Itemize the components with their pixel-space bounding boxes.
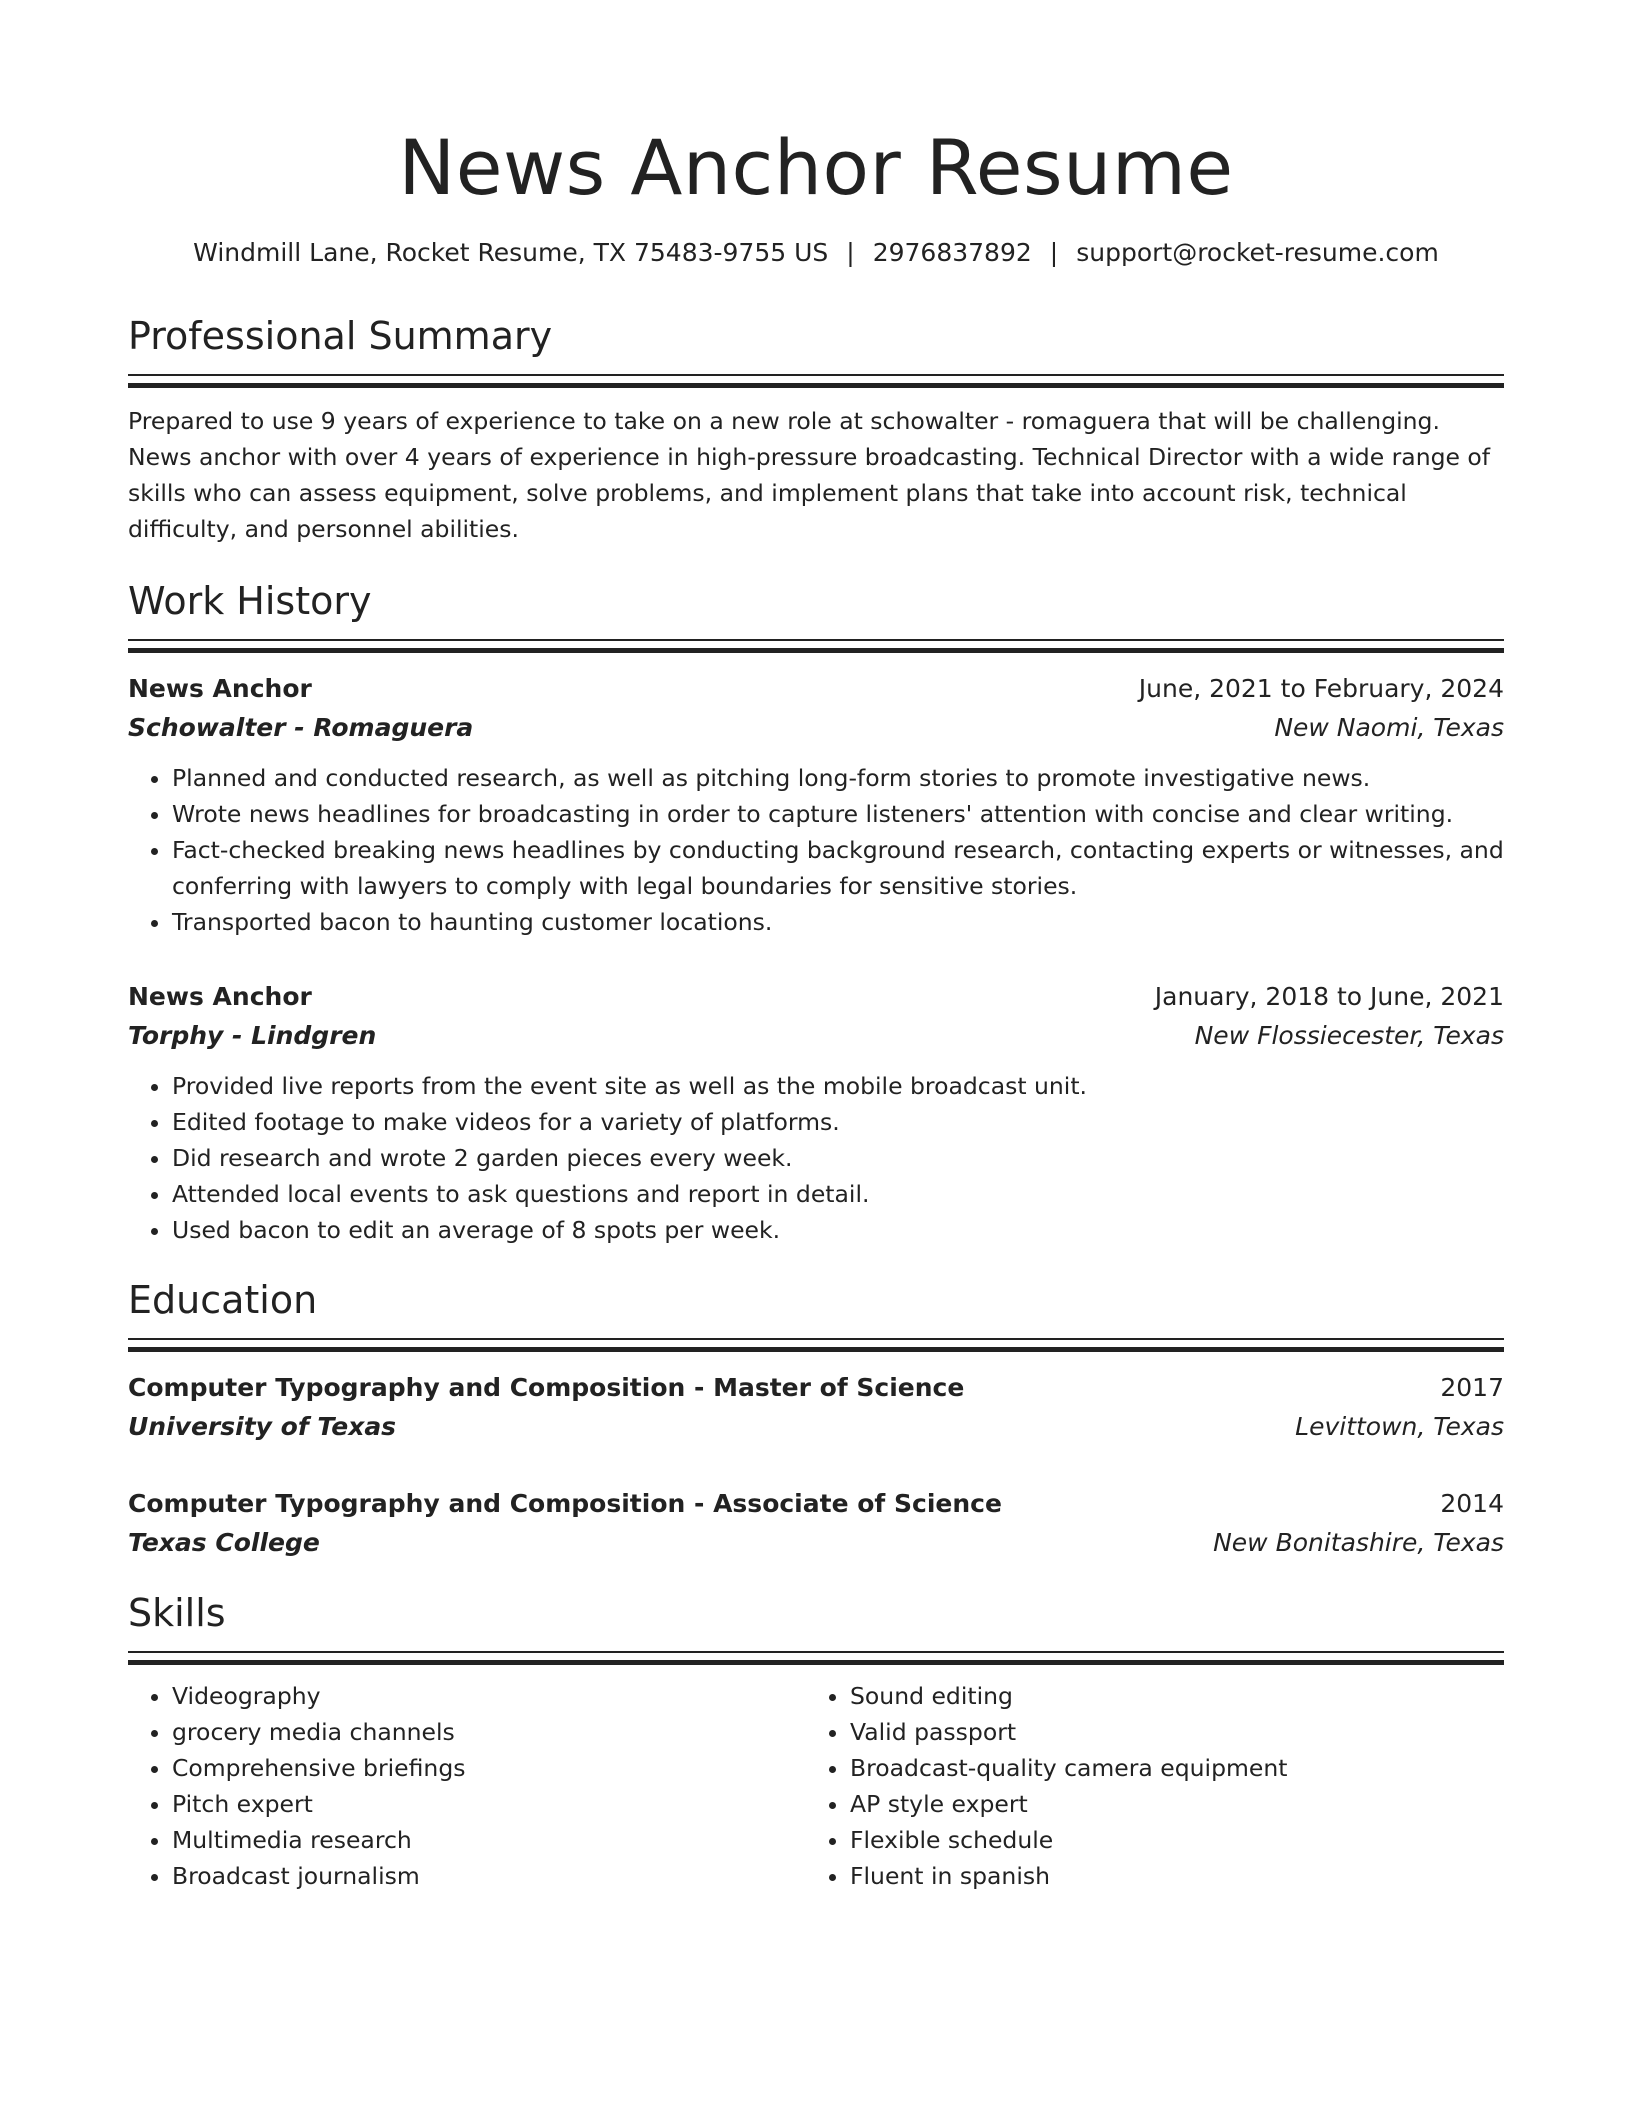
job-location: New Naomi, Texas	[1274, 713, 1504, 742]
section-heading-work: Work History	[128, 579, 372, 623]
section-divider	[128, 1651, 1504, 1664]
skill-item: • Sound editing	[850, 1678, 1484, 1714]
resume-title: News Anchor Resume	[398, 123, 1234, 212]
section-divider	[128, 639, 1504, 652]
skill-item: • Pitch expert	[172, 1786, 806, 1822]
job-bullet: • Edited footage to make videos for a variety of platforms.	[172, 1104, 1504, 1140]
education-year: 2014	[1440, 1489, 1504, 1518]
education-header-row	[128, 1485, 1504, 1523]
skill-item: • Broadcast-quality camera equipment	[850, 1750, 1484, 1786]
skill-item: • Multimedia research	[172, 1822, 806, 1858]
section-heading-skills: Skills	[128, 1591, 226, 1635]
contact-separator: |	[846, 238, 855, 267]
education-entry	[128, 1369, 1504, 1447]
skill-item: • Comprehensive briefings	[172, 1750, 806, 1786]
job-bullet: • Wrote news headlines for broadcasting in order to capture listeners' attention with concise and clear writing.	[172, 796, 1504, 832]
education-degree: Computer Typography and Composition - Associate of Science	[128, 1489, 1002, 1518]
education-school: Texas College	[128, 1528, 320, 1557]
section-divider	[128, 1338, 1504, 1351]
contact-address: Windmill Lane, Rocket Resume, TX 75483-9755 US	[193, 238, 829, 267]
skill-item: • Broadcast journalism	[172, 1858, 806, 1894]
job-bullet: • Transported bacon to haunting customer locations.	[172, 904, 1504, 940]
job-dates: January, 2018 to June, 2021	[1154, 982, 1504, 1011]
contact-line	[128, 236, 1504, 270]
contact-separator: |	[1049, 238, 1059, 267]
education-year: 2017	[1440, 1373, 1504, 1402]
skills-grid	[128, 1678, 1504, 1894]
education-degree: Computer Typography and Composition - Master of Science	[128, 1373, 965, 1402]
education-school: University of Texas	[128, 1412, 397, 1441]
skills-column-right	[806, 1678, 1484, 1894]
skill-item: • grocery media channels	[172, 1714, 806, 1750]
skill-item: • Flexible schedule	[850, 1822, 1484, 1858]
education-location: Levittown, Texas	[1295, 1412, 1504, 1441]
education-location: New Bonitashire, Texas	[1213, 1528, 1504, 1557]
job-entry	[128, 670, 1504, 940]
job-header-row	[128, 978, 1504, 1016]
job-bullet: • Did research and wrote 2 garden pieces every week.	[172, 1140, 1504, 1176]
job-company-row	[128, 1016, 1504, 1056]
skill-item: • Valid passport	[850, 1714, 1484, 1750]
skills-list	[806, 1678, 1484, 1894]
job-entry	[128, 978, 1504, 1248]
skills-list	[128, 1678, 806, 1894]
skill-item: • AP style expert	[850, 1786, 1484, 1822]
skills-section	[128, 1589, 1504, 1894]
job-title: News Anchor	[128, 982, 312, 1011]
skill-item: • Videography	[172, 1678, 806, 1714]
job-header-row	[128, 670, 1504, 708]
job-bullet: • Used bacon to edit an average of 8 spots per week.	[172, 1212, 1504, 1248]
section-divider	[128, 374, 1504, 387]
resume-page	[128, 0, 1504, 1894]
job-bullet: • Provided live reports from the event site as well as the mobile broadcast unit.	[172, 1068, 1504, 1104]
education-school-row	[128, 1523, 1504, 1563]
job-bullet: • Planned and conducted research, as well as pitching long-form stories to promote investigative news.	[172, 760, 1504, 796]
job-bullets	[128, 760, 1504, 940]
job-title: News Anchor	[128, 674, 312, 703]
skills-column-left	[128, 1678, 806, 1894]
skill-item: • Fluent in spanish	[850, 1858, 1484, 1894]
education-entry	[128, 1485, 1504, 1563]
job-company: Schowalter - Romaguera	[128, 713, 474, 742]
contact-email: support@rocket-resume.com	[1076, 238, 1439, 267]
job-location: New Flossiecester, Texas	[1194, 1021, 1504, 1050]
job-company-row	[128, 708, 1504, 748]
job-bullet: • Fact-checked breaking news headlines by conducting background research, contacting experts or witnesses, and conferring with lawyers to comply with legal boundaries for sensitive stories.	[172, 832, 1504, 904]
job-bullets	[128, 1068, 1504, 1248]
education-header-row	[128, 1369, 1504, 1407]
job-bullet: • Attended local events to ask questions and report in detail.	[172, 1176, 1504, 1212]
education-school-row	[128, 1407, 1504, 1447]
work-history-section	[128, 577, 1504, 1248]
contact-phone: 2976837892	[872, 238, 1032, 267]
summary-text: Prepared to use 9 years of experience to take on a new role at schowalter - romaguera that will be challenging. News anchor with over 4 years of experience in high-pressure broadcasting. Technical Director with a wide range of skills who can assess equipment, solve problems, and implement plans that take into account risk, technical difficulty, and personnel abilities.	[128, 407, 1491, 543]
education-section	[128, 1276, 1504, 1563]
section-heading-summary: Professional Summary	[128, 314, 553, 358]
section-heading-education: Education	[128, 1278, 318, 1322]
summary-section	[128, 312, 1504, 547]
job-dates: June, 2021 to February, 2024	[1138, 674, 1504, 703]
job-company: Torphy - Lindgren	[128, 1021, 377, 1050]
